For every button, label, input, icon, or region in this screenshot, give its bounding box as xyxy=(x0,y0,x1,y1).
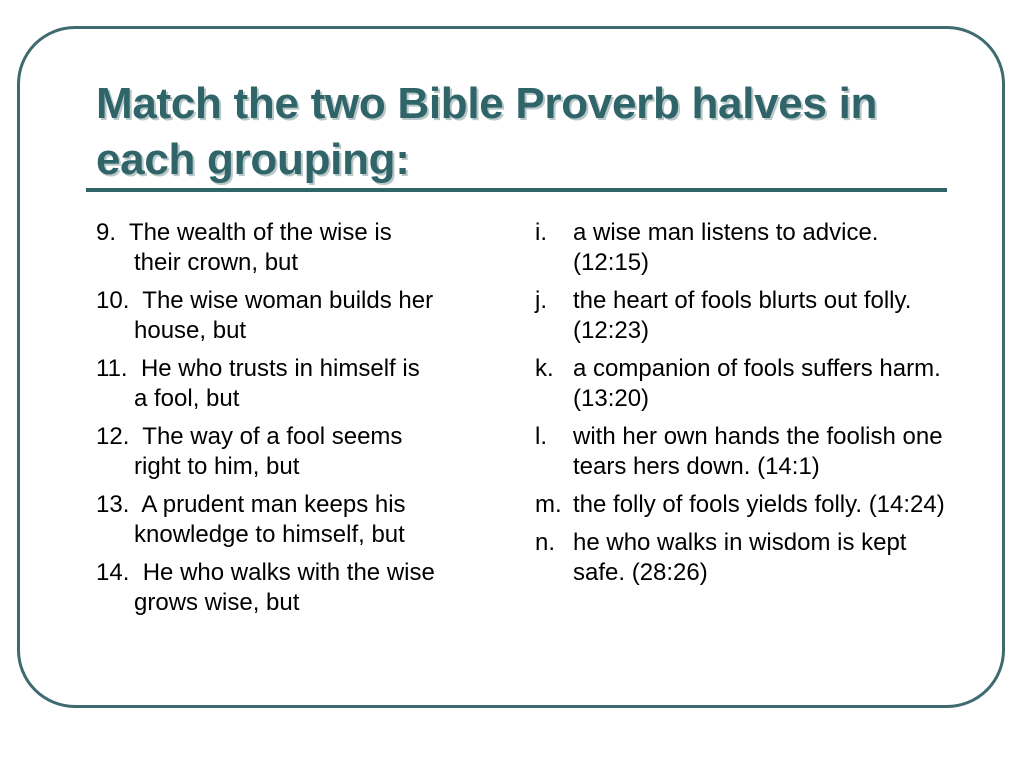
item-text-line2: house, but xyxy=(134,317,247,344)
item-letter: k. xyxy=(535,355,554,382)
list-item xyxy=(535,490,955,520)
item-text-line1: A prudent man keeps his xyxy=(141,491,406,518)
list-item xyxy=(96,286,516,346)
item-number: 12. xyxy=(96,423,130,450)
item-text-line1: The way of a fool seems xyxy=(142,423,403,450)
list-item xyxy=(535,422,955,482)
item-text-line2: a fool, but xyxy=(134,385,240,412)
item-text-line1: He who walks with the wise xyxy=(142,559,435,586)
item-text-line2: right to him, but xyxy=(134,453,300,480)
list-item xyxy=(96,558,516,618)
list-item xyxy=(96,354,516,414)
list-item xyxy=(96,490,516,550)
item-number: 13. xyxy=(96,491,130,518)
item-number: 9. xyxy=(96,219,117,246)
list-item xyxy=(535,354,955,414)
item-text: he who walks in wisdom is kept safe. (28:26) xyxy=(573,529,907,586)
item-text-line1: The wise woman builds her xyxy=(142,287,434,314)
proverb-second-halves-list xyxy=(535,218,955,596)
item-text: the folly of fools yields folly. (14:24) xyxy=(573,491,945,518)
title-divider xyxy=(86,188,947,192)
list-item xyxy=(535,528,955,588)
item-number: 14. xyxy=(96,559,130,586)
item-text-line1: He who trusts in himself is xyxy=(140,355,420,382)
list-item xyxy=(96,422,516,482)
slide-title: Match the two Bible Proverb halves in each grouping: xyxy=(96,79,878,184)
item-text-line2: grows wise, but xyxy=(134,589,300,616)
list-item xyxy=(535,286,955,346)
proverb-first-halves-list xyxy=(96,218,516,626)
item-number: 11. xyxy=(96,355,128,382)
list-item xyxy=(96,218,516,278)
item-text-line2: knowledge to himself, but xyxy=(134,521,405,548)
item-letter: i. xyxy=(535,219,547,246)
item-number: 10. xyxy=(96,287,130,314)
item-text-line1: The wealth of the wise is xyxy=(128,219,392,246)
item-letter: m. xyxy=(535,491,562,518)
item-text: a wise man listens to advice. (12:15) xyxy=(573,219,879,276)
item-letter: n. xyxy=(535,529,556,556)
item-text: a companion of fools suffers harm. (13:20) xyxy=(573,355,941,412)
item-text: the heart of fools blurts out folly. (12:23) xyxy=(573,287,912,344)
item-letter: j. xyxy=(535,287,547,314)
item-letter: l. xyxy=(535,423,547,450)
item-text-line2: their crown, but xyxy=(134,249,299,276)
list-item xyxy=(535,218,955,278)
item-text: with her own hands the foolish one tears hers down. (14:1) xyxy=(573,423,943,480)
